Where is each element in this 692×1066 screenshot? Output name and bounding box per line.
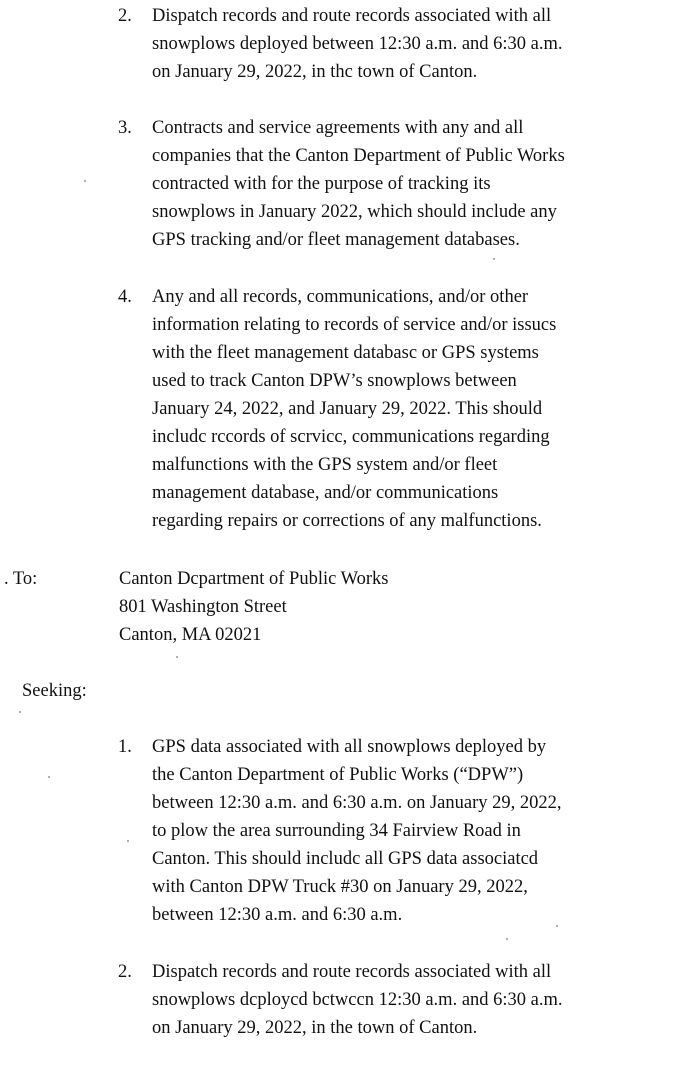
- item-line: snowplows in January 2022, which should include any: [152, 202, 557, 222]
- item-line: Dispatch records and route records associated with all: [152, 962, 552, 982]
- address-line: Canton Dcpartment of Public Works: [119, 569, 389, 589]
- item-line: Canton. This should includc all GPS data associatcd: [152, 849, 539, 869]
- address-line: Canton, MA 02021: [119, 625, 262, 645]
- scan-speck: [493, 258, 495, 260]
- scan-speck: [176, 656, 178, 658]
- scan-speck: [48, 776, 50, 778]
- address-line: 801 Washington Street: [119, 597, 287, 617]
- item-line: Any and all records, communications, and/or other: [152, 287, 529, 307]
- item-number: 1.: [118, 737, 132, 757]
- seeking-label: Seeking:: [22, 681, 87, 701]
- scan-speck: [84, 180, 86, 182]
- item-line: January 24, 2022, and January 29, 2022. This should: [152, 399, 543, 419]
- item-line: used to track Canton DPW’s snowplows between: [152, 371, 517, 391]
- item-line: GPS tracking and/or fleet management databases.: [152, 230, 520, 250]
- item-line: includc rccords of scrvicc, communications regarding: [152, 427, 550, 447]
- item-line: Contracts and service agreements with any and all: [152, 118, 524, 138]
- item-line: contracted with for the purpose of tracking its: [152, 174, 491, 194]
- scan-speck: [556, 925, 558, 927]
- item-line: snowplows dcploycd bctwccn 12:30 a.m. and 6:30 a.m.: [152, 990, 563, 1010]
- item-number: 4.: [118, 287, 132, 307]
- scan-speck: [127, 840, 129, 842]
- item-number: 2.: [118, 962, 132, 982]
- item-line: with the fleet management databasc or GPS systems: [152, 343, 539, 363]
- item-line: management database, and/or communications: [152, 483, 499, 503]
- item-number: 2.: [118, 6, 132, 26]
- scan-speck: [19, 711, 21, 713]
- item-line: to plow the area surrounding 34 Fairview Road in: [152, 821, 521, 841]
- item-line: GPS data associated with all snowplows deployed by: [152, 737, 547, 757]
- item-line: Dispatch records and route records associated with all: [152, 6, 552, 26]
- to-label: . To:: [4, 569, 38, 589]
- scan-speck: [506, 938, 508, 940]
- item-line: information relating to records of service and/or issucs: [152, 315, 557, 335]
- item-number: 3.: [118, 118, 132, 138]
- item-line: regarding repairs or corrections of any malfunctions.: [152, 511, 542, 531]
- item-line: snowplows deployed between 12:30 a.m. and 6:30 a.m.: [152, 34, 563, 54]
- item-line: the Canton Department of Public Works (“DPW”): [152, 765, 524, 785]
- item-line: on January 29, 2022, in thc town of Canton.: [152, 62, 478, 82]
- item-line: between 12:30 a.m. and 6:30 a.m.: [152, 905, 403, 925]
- recipient-address: [119, 565, 388, 649]
- item-line: companies that the Canton Department of Public Works: [152, 146, 565, 166]
- item-line: between 12:30 a.m. and 6:30 a.m. on January 29, 2022,: [152, 793, 562, 813]
- item-line: with Canton DPW Truck #30 on January 29, 2022,: [152, 877, 528, 897]
- item-line: malfunctions with the GPS system and/or fleet: [152, 455, 498, 475]
- item-line: on January 29, 2022, in the town of Canton.: [152, 1018, 478, 1038]
